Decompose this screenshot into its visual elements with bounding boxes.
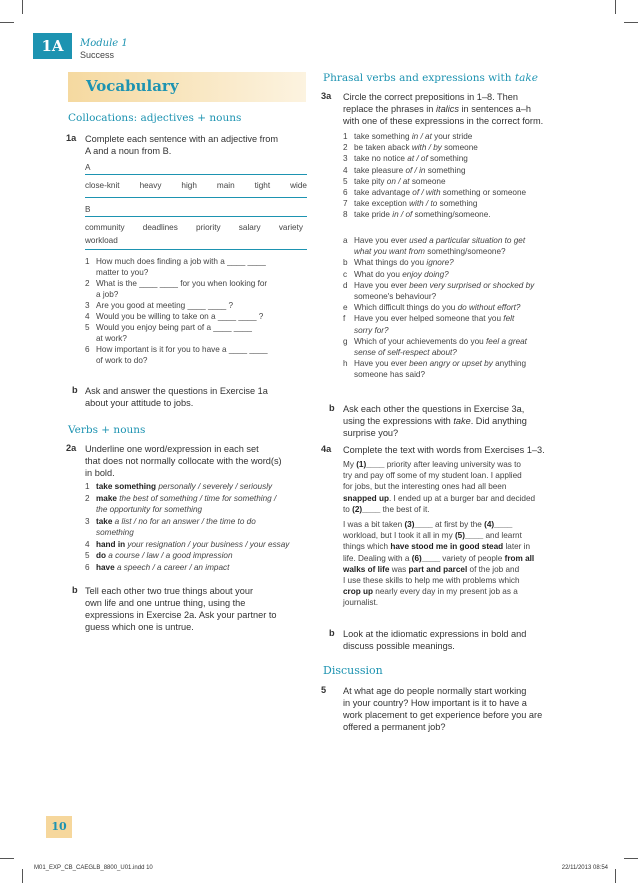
box-a-words: close-knit heavy high main tight wide <box>85 181 307 190</box>
box-b-words: community deadlines priority salary variety <box>85 223 303 232</box>
ex3a-instruction: Circle the correct prepositions in 1–8. Then replace the phrases in italics in sentences a–h with one of these expressions in the correct form. <box>343 92 544 126</box>
box-b-label: B <box>85 205 91 214</box>
module-title: Success <box>80 50 115 60</box>
discussion-heading: Discussion <box>323 664 383 677</box>
ex4-number: 4a <box>321 444 332 454</box>
ex1a-instruction: Complete each sentence with an adjective from A and a noun from B. <box>85 134 279 156</box>
ex2-number: 2a <box>66 443 77 453</box>
ex1a-items: 1 How much does finding a job with a ____ ____ matter to you? 2 What is the ____ ____ for you when looking for a job? 3 Are you good at meeting ____ ____ ? 4 Would you be willing to take on a ____ ____ ? 5 Would you enjoy being part of a ____ ____ at work? 6 How important is it for you to have a ____ ____ of work to do? <box>85 257 268 365</box>
ex1-number: 1a <box>66 133 77 143</box>
slug-filename: M01_EXP_CB_CAEGLB_8800_U01.indd 10 <box>34 865 153 871</box>
ex5-number: 5 <box>321 685 327 695</box>
ex2b-letter: b <box>72 585 78 595</box>
collocations-heading: Collocations: adjectives + nouns <box>68 112 242 124</box>
ex3a-sentences: a Have you ever used a particular situation to get what you want from something/someone? b What things do you ignore? c What do you enjoy doing? d Have you ever been very surprised or shocked by someone's behaviour? e Which difficult things do you do without effort? f Have you ever helped someone that you felt sorry for? g Which of your achievements do you feel a great sense of self-respect about? h Have you ever been angry or upset by anything someone has said? <box>343 236 535 380</box>
ex3b-instruction: Ask each other the questions in Exercise 3a, using the expressions with take. Did anything surprise you? <box>343 404 527 438</box>
page-number: 10 <box>46 816 72 838</box>
box-a-bottom-rule <box>85 197 307 198</box>
ex2a-items: 1 take something personally / severely / seriously 2 make the best of something / time for something / the opportunity for something 3 take a list / no for an answer / the time to do something 4 hand in your resignation / your business / your essay 5 do a course / law / a good impression 6 have a speech / a career / an impact <box>85 482 290 572</box>
box-a-top-rule <box>85 174 307 175</box>
slug-date: 22/11/2013 08:54 <box>561 865 608 871</box>
module-label: Module 1 <box>80 38 128 49</box>
vocabulary-banner <box>68 72 306 102</box>
ex4b-instruction: Look at the idiomatic expressions in bold and discuss possible meanings. <box>343 629 527 651</box>
box-a-label: A <box>85 163 91 172</box>
ex4a-text: My (1)____ priority after leaving university was to try and pay off some of my student loan. I applied for jobs, but the interesting ones had all been snapped up. I ended up at a burger bar and decided to (2)____ the best of it. I was a bit taken (3)____ at first by the (4)____ workload, but I took it all in my (5)____ and learnt things which have stood me in good stead later in life. Dealing with a (6)____ variety of people from all walks of life was part and parcel of the job and I use these skills to help me with problems which crop up nearly every day in my present job as a journalist. <box>343 460 536 608</box>
box-b-words-2: workload <box>85 236 118 245</box>
box-b-top-rule <box>85 216 307 217</box>
ex1b-instruction: Ask and answer the questions in Exercise 1a about your attitude to jobs. <box>85 386 268 408</box>
ex3a-list: 1 take something in / at your stride 2 be taken aback with / by someone 3 take no notice at / of something 4 take pleasure of / in something 5 take pity on / at someone 6 take advantage of / with something or someone 7 take exception with / to something 8 take pride in / of something/someone. <box>343 132 527 220</box>
ex4b-letter: b <box>329 628 335 638</box>
box-b-bottom-rule <box>85 249 307 250</box>
vocabulary-heading: Vocabulary <box>86 77 179 95</box>
ex2a-instruction: Underline one word/expression in each set that does not normally collocate with the word(s) in bold. <box>85 444 282 478</box>
ex4a-instruction: Complete the text with words from Exercises 1–3. <box>343 445 545 455</box>
ex3-number: 3a <box>321 91 332 101</box>
phrasal-heading: Phrasal verbs and expressions with take <box>323 72 538 84</box>
ex3b-letter: b <box>329 403 335 413</box>
unit-tag: 1A <box>33 33 72 59</box>
ex2b-instruction: Tell each other two true things about your own life and one untrue thing, using the expressions in Exercise 2a. Ask your partner to guess which one is untrue. <box>85 586 277 632</box>
ex5-text: At what age do people normally start working in your country? How important is it to have a work placement to get experience before you are offered a permanent job? <box>343 686 543 732</box>
ex1b-letter: b <box>72 385 78 395</box>
verbs-heading: Verbs + nouns <box>68 424 146 436</box>
